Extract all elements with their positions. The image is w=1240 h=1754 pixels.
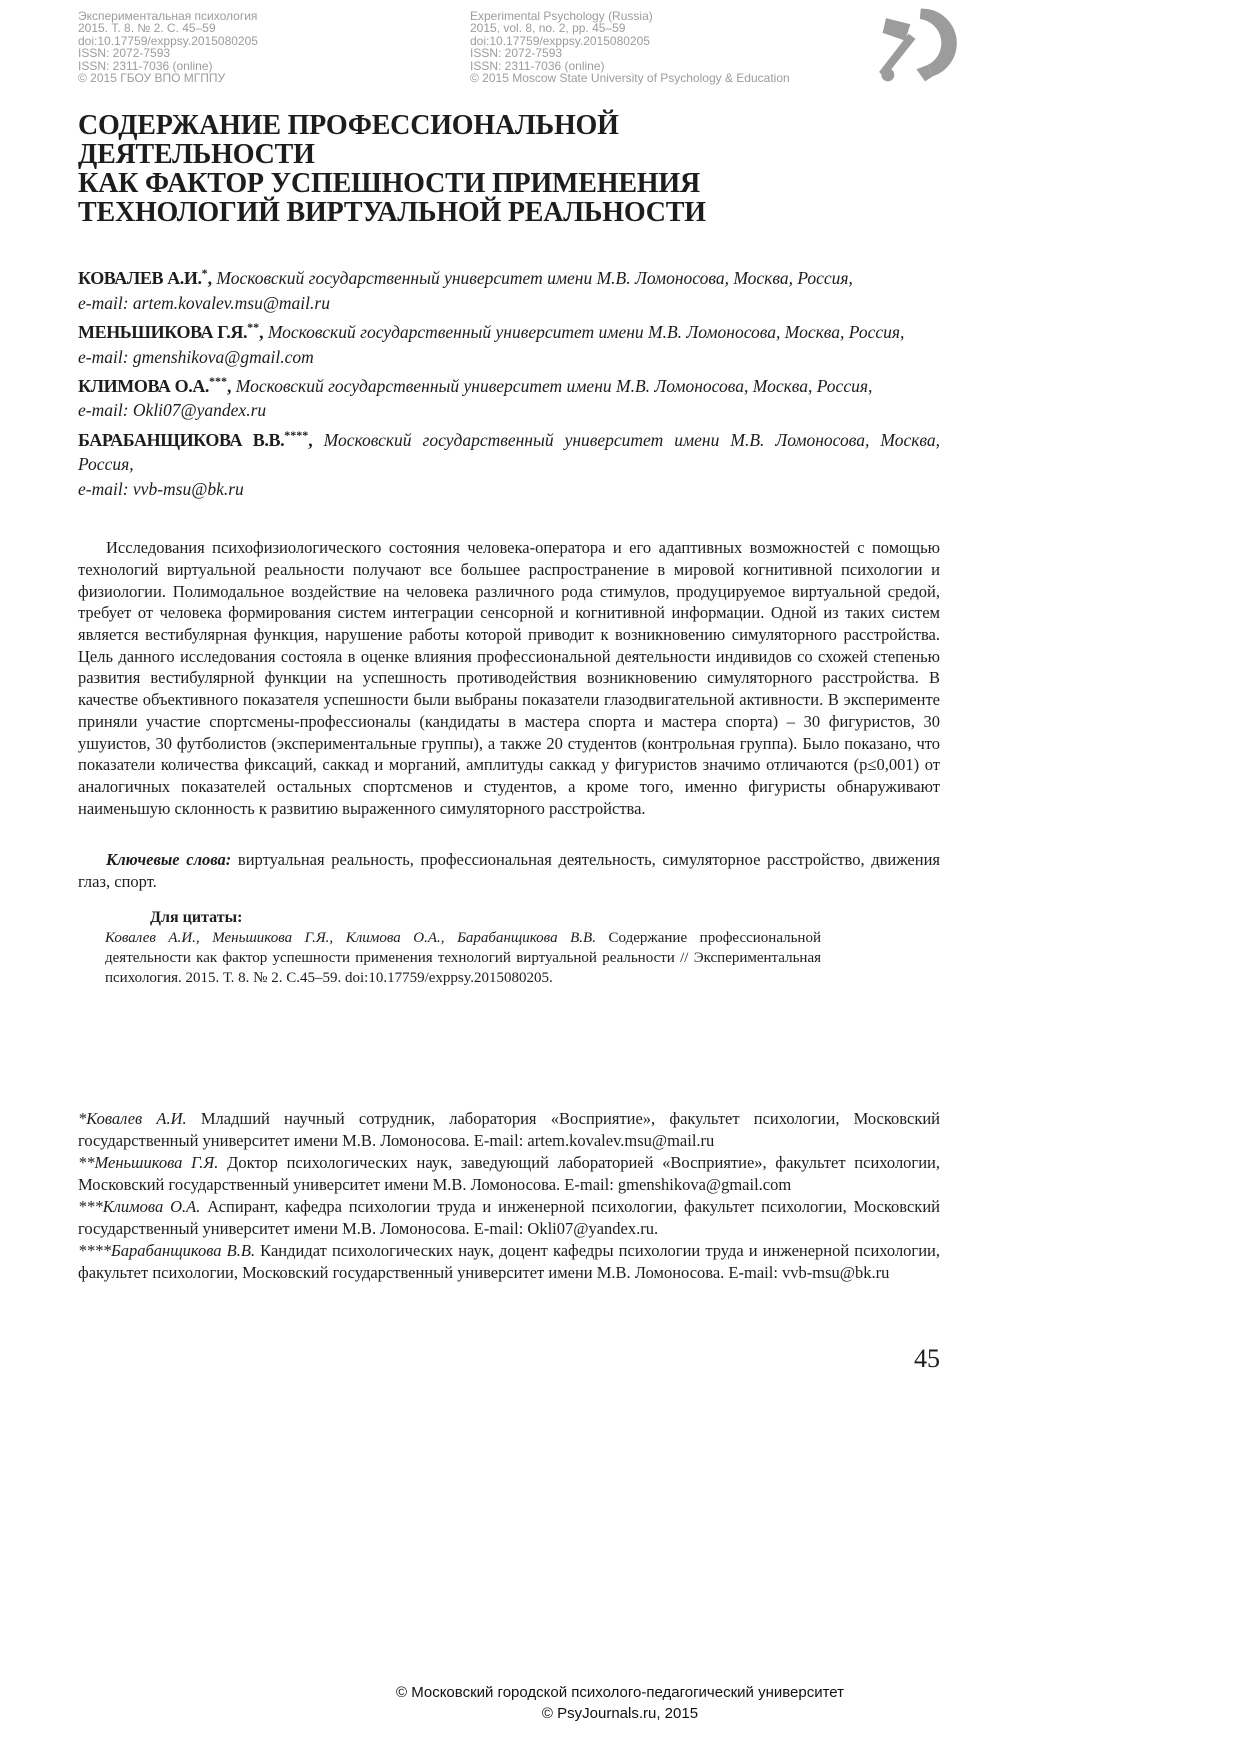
footnote-text: Доктор психологических наук, заведующий лабораторией «Восприятие», факультет психологии, Московский государственный университет имени М.В. Ломоносова. E-mail: gmenshikova@gmail.com — [78, 1152, 940, 1194]
author-email: e-mail: artem.kovalev.msu@mail.ru — [78, 292, 330, 313]
journal-title-en: Experimental Psychology (Russia) — [470, 9, 653, 23]
citation-text — [105, 928, 821, 988]
page-footer — [0, 1682, 1240, 1724]
page-number: 45 — [914, 1344, 940, 1373]
citation-body: Содержание профессиональной деятельности как фактор успешности применения технологий виртуальной реальности // Экспериментальная психология. 2015. Т. 8. № 2. С.45–59. doi:10.17759/exppsy.2015080205. — [105, 929, 821, 986]
author-name: КЛИМОВА О.А. — [78, 375, 210, 396]
footnote-text: Младший научный сотрудник, лаборатория «Восприятие», факультет психологии, Московский государственный университет имени М.В. Ломоносова. E-mail: artem.kovalev.msu@mail.ru — [78, 1108, 940, 1150]
page-header — [78, 10, 940, 84]
header-meta-russian — [78, 10, 470, 84]
footnote-author-name: **Меньшикова Г.Я. — [78, 1152, 219, 1172]
author-email: e-mail: Okli07@yandex.ru — [78, 400, 267, 421]
author-entry — [78, 423, 940, 501]
abstract-text: Исследования психофизиологического состояния человека-оператора и его адаптивных возможностей с помощью технологий виртуальной реальности получают все большее распространение в мировой когнитивной психологии и физиологии. Полимодальное воздействие на человека различного рода стимулов, продуцируемое виртуальной средой, требует от человека формирования систем интеграции сенсорной и когнитивной информации. Одной из таких систем является вестибулярная функция, нарушение работы которой приводит к возникновению симуляторного расстройства. Цель данного исследования состояла в оценке влияния профессиональной деятельности индивидов со схожей степенью развития вестибулярной функции на успешность противодействия возникновению симуляторного расстройства. В качестве объективного показателя успешности были выбраны показатели глазодвигательной активности. В эксперименте приняли участие спортсмены-профессионалы (кандидаты в мастера спорта и мастера спорта) – 30 фигуристов, 30 ушуистов, 30 футболистов (экспериментальные группы), а также 20 студентов (контрольная группа). Было показано, что показатели количества фиксаций, саккад и морганий, амплитуды саккад у фигуристов значимо отличаются (p≤0,001) от аналогичных показателей остальных спортсменов и студентов, а кроме того, именно фигуристы обнаруживают наименьшую склонность к развитию выраженного симуляторного расстройства. — [78, 538, 940, 818]
author-footnote-marks: * — [201, 266, 208, 281]
header-meta-english — [470, 10, 940, 84]
footnote-author-name: ***Климова О.А. — [78, 1196, 201, 1216]
footnote-author-name: ****Барабанщикова В.В. — [78, 1240, 256, 1260]
footnote-entry — [78, 1152, 940, 1196]
keywords-label: Ключевые слова: — [106, 850, 232, 870]
doi-en: doi:10.17759/exppsy.2015080205 — [470, 33, 650, 48]
author-email: e-mail: vvb-msu@bk.ru — [78, 478, 244, 499]
issue-info-ru: 2015. Т. 8. № 2. С. 45–59 — [78, 21, 216, 36]
author-footnote-marks: *** — [209, 374, 228, 389]
author-footnote-marks: ** — [247, 320, 260, 335]
journal-title-ru: Экспериментальная психология — [78, 9, 258, 23]
author-entry — [78, 261, 940, 315]
author-entry — [78, 369, 940, 423]
footnote-entry — [78, 1196, 940, 1240]
footer-university-copyright: © Московский городской психолого-педагогический университет — [395, 1684, 845, 1701]
issn-online-ru: ISSN: 2311-7036 (online) — [78, 58, 213, 73]
article-title-line: КАК ФАКТОР УСПЕШНОСТИ ПРИМЕНЕНИЯ — [78, 168, 700, 200]
author-name: БАРАБАНЩИКОВА В.В. — [78, 429, 285, 450]
footnote-author-name: *Ковалев А.И. — [78, 1108, 187, 1128]
author-name: МЕНЬШИКОВА Г.Я. — [78, 322, 248, 343]
author-affiliation: Московский государственный университет имени М.В. Ломоносова, Москва, Россия, — [216, 268, 853, 289]
issn-print-ru: ISSN: 2072-7593 — [78, 46, 171, 61]
author-name: КОВАЛЕВ А.И. — [78, 268, 202, 289]
article-title-line: ТЕХНОЛОГИЙ ВИРТУАЛЬНОЙ РЕАЛЬНОСТИ — [78, 197, 706, 229]
footnote-text: Аспирант, кафедра психологии труда и инженерной психологии, факультет психологии, Московский государственный университет имени М.В. Ломоносова. E-mail: Okli07@yandex.ru. — [78, 1196, 940, 1238]
author-separator: , — [259, 322, 268, 343]
issn-online-en: ISSN: 2311-7036 (online) — [470, 58, 605, 73]
keywords-list: виртуальная реальность, профессиональная деятельность, симуляторное расстройство, движения глаз, спорт. — [78, 850, 940, 892]
author-separator: , — [207, 268, 217, 289]
copyright-ru: © 2015 ГБОУ ВПО МГППУ — [78, 71, 226, 86]
footnote-entry — [78, 1108, 940, 1152]
keywords-paragraph — [78, 849, 940, 892]
author-separator: , — [308, 429, 324, 450]
article-title-line: СОДЕРЖАНИЕ ПРОФЕССИОНАЛЬНОЙ — [78, 110, 619, 142]
footer-psyjournals-copyright: © PsyJournals.ru, 2015 — [541, 1705, 699, 1722]
article-title-line: ДЕЯТЕЛЬНОСТИ — [78, 139, 315, 171]
footnote-entry — [78, 1240, 940, 1284]
author-separator: , — [227, 375, 236, 396]
author-entry — [78, 315, 940, 369]
citation-heading: Для цитаты: — [150, 908, 243, 926]
copyright-en: © 2015 Moscow State University of Psychology & Education — [470, 71, 790, 86]
authors-block — [78, 261, 940, 501]
author-footnotes-block — [78, 1108, 940, 1284]
author-email: e-mail: gmenshikova@gmail.com — [78, 346, 314, 367]
page-content — [78, 10, 940, 1284]
article-title — [78, 111, 940, 227]
issue-info-en: 2015, vol. 8, no. 2, pp. 45–59 — [470, 21, 626, 36]
footnote-text: Кандидат психологических наук, доцент кафедры психологии труда и инженерной психологии, факультет психологии, Московский государственный университет имени М.В. Ломоносова. E-mail: vvb-msu@bk.ru — [78, 1240, 940, 1282]
issn-print-en: ISSN: 2072-7593 — [470, 46, 563, 61]
author-footnote-marks: **** — [284, 427, 309, 442]
doi-ru: doi:10.17759/exppsy.2015080205 — [78, 33, 258, 48]
citation-authors: Ковалев А.И., Меньшикова Г.Я., Климова О.А., Барабанщикова В.В. — [105, 929, 596, 946]
author-affiliation: Московский государственный университет имени М.В. Ломоносова, Москва, Россия, — [235, 375, 873, 396]
author-affiliation: Московский государственный университет имени М.В. Ломоносова, Москва, Россия, — [267, 322, 905, 343]
author-affiliation: Московский государственный университет имени М.В. Ломоносова, Москва, Россия, — [78, 429, 941, 475]
